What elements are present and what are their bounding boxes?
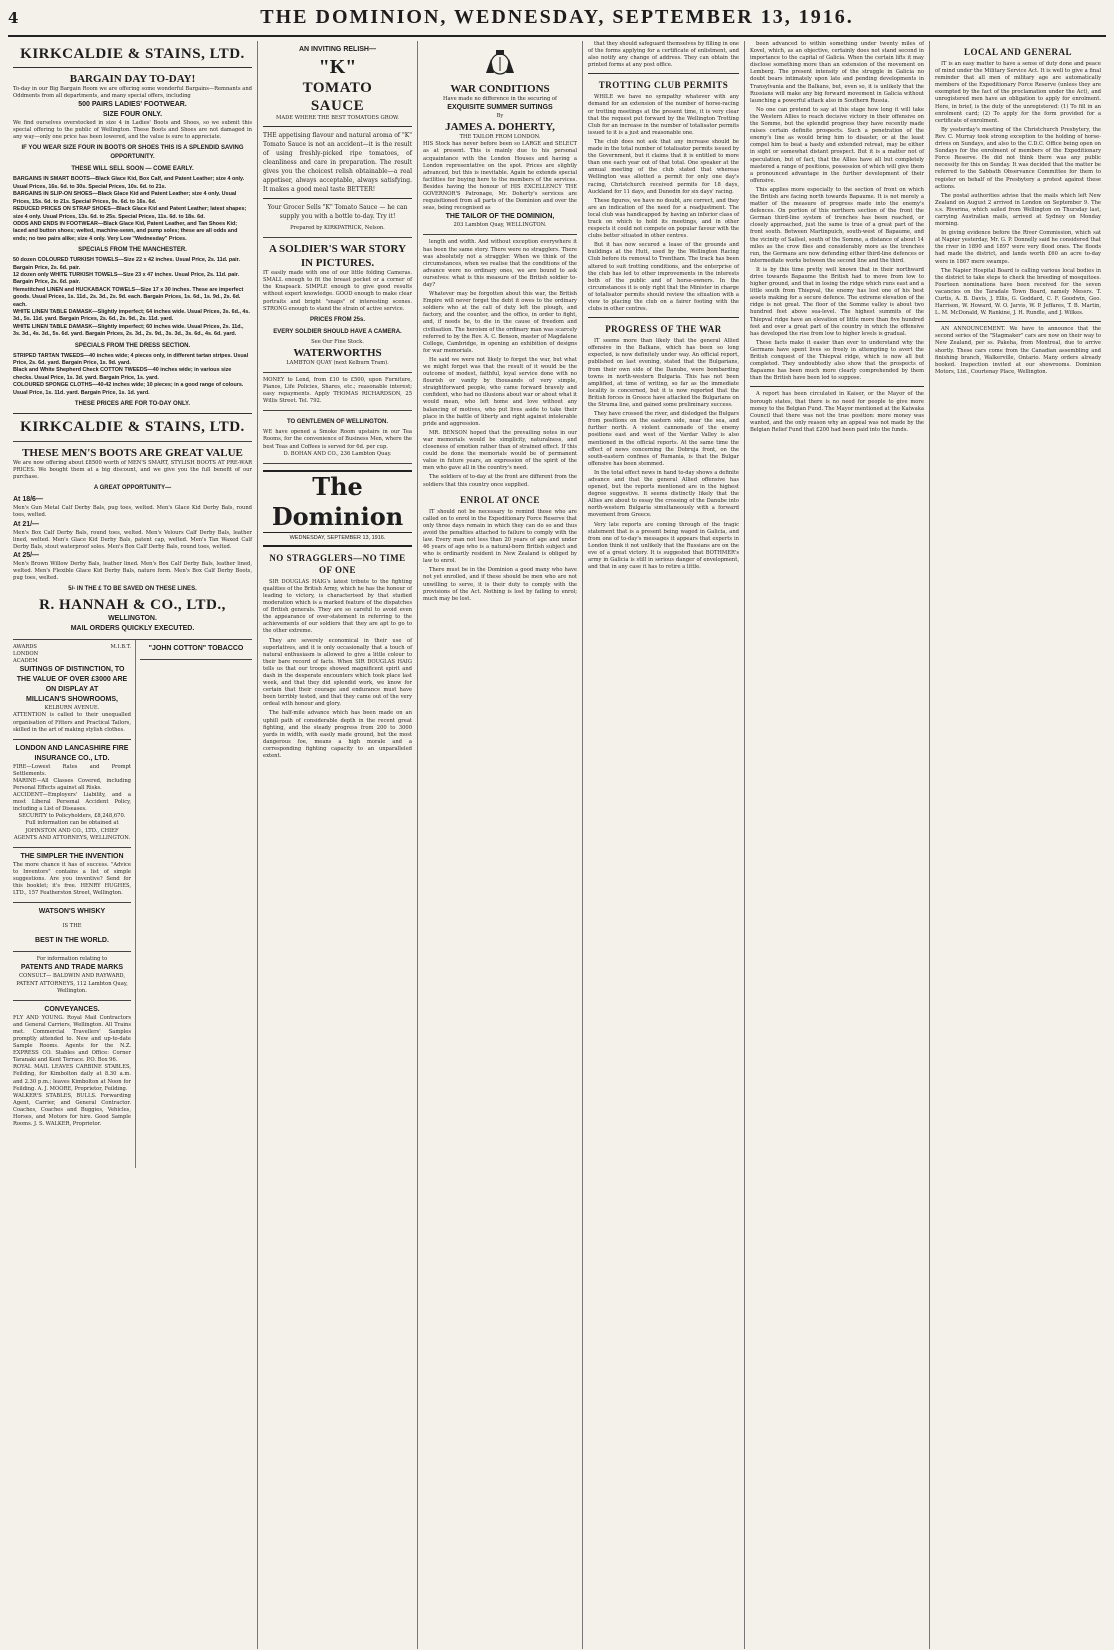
article-paragraph: been advanced to within something under twenty miles of Kovel, which, as an objective, certainly does not stand second in importance to the capital of Galicia. When the certain lifts it may disclose something more than an extension of the movement on Lemberg. The present intensity of the struggle in Galicia no doubt bears intimately upon late and pending developments in Transylvania and the Balkans, but, even so, it is unlikely that the Russians will make any big forward movement in Galicia without launching a powerful attack also in Southern Russia. [750, 41, 924, 104]
column-5 [745, 41, 930, 1649]
prices-today: THESE PRICES ARE FOR TO-DAY ONLY. [74, 401, 191, 408]
hannah-ad [13, 442, 252, 640]
made-where: MADE WHERE THE BEST TOMATOES GROW. [276, 115, 399, 121]
sauce-word: SAUCE [310, 98, 365, 114]
doherty-name: JAMES A. DOHERTY, [445, 121, 555, 134]
marine: MARINE—All Classes Covered, including Personal Effects against all Risks. [13, 777, 131, 791]
bargain-title: BARGAIN DAY TO-DAY! [69, 73, 196, 85]
article-paragraph: IT seems more than likely that the general Allied offensive in the Balkans, which has been so long expected, is now definitely under way. An official report, published on last evening, stated that the Bulgarians, from their own side of the Danube, were bombarding towns in north-western Bulgaria. This has not been amplified, at time of writing, so far as the immediate locality is concerned, but it is now reported that the British forces in Greece have attacked the Bulgarians on the Struma line, and gained some preliminary success. [588, 338, 739, 409]
dominion-nameplate: The Dominion [263, 470, 412, 533]
size-line: SIZE FOUR ONLY. [102, 111, 163, 119]
millican-name: MILLICAN'S SHOWROOMS, [26, 696, 118, 704]
dress-item: STRIPED TARTAN TWEEDS—40 inches wide; 4 pieces only, in different tartan stripes. Usual Price, 2s. 6d. yard. Bargain Price, 1s. 9d. yard. [13, 352, 249, 366]
shoe-room-text: WE have opened a Smoke Room upstairs in our Tea Rooms, for the convenience of Business Men, where the best Teas and Coffees is served for 6d. per cup. [263, 429, 412, 450]
boots-title: THESE MEN'S BOOTS ARE GREAT VALUE [22, 447, 243, 460]
see-stock: See Our Fine Stock. [311, 338, 364, 345]
sell-soon: THESE WILL SELL SOON — COME EARLY. [71, 166, 194, 173]
insurance-name: LONDON AND LANCASHIRE FIRE INSURANCE CO., LTD. [15, 744, 129, 762]
trotting-title: TROTTING CLUB PERMITS [598, 80, 729, 91]
manchester-item: WHITE LINEN TABLE DAMASK—Slightly imperfect; 64 inches wide. Usual Prices, 3s. 6d., 4s. 3d., 5s. 11d. yard. Bargain Prices, 2s. 6d., 2s. 9d., 2s. 11d. yard. [13, 308, 250, 323]
local-general-article [935, 61, 1101, 376]
article-paragraph: It is by this time pretty well known that in their northward drive towards Bapaume the British had to move from low to higher ground, and that in losing the ridge which runs east and a little south from Thiepval, the enemy has lost one of his best assets making for a secure defence. The extreme elevation of the ridge is not great. The floor of the Somme valley is about two hundred feet above sea-level. The highest summits of the Thiepval ridge have an elevation of little more than five hundred feet and over a great part of the country in which the offensive has developed the rise from low to higher levels is gradual. [750, 266, 924, 337]
price-21-items: Men's Box Calf Derby Bals, round toes, welted. Men's Velours Calf Derby Bals, leather lined, welted. Men's Glace Kid Derby Bals, patent cap, welted. Men's Tan Waxed Calf Derby Bals, stout waterproof soles. Men's Box Calf Derby Bals, round toes, welted. [13, 529, 252, 550]
k-brand: "K" [318, 56, 357, 78]
column-1-left-ads [13, 640, 136, 1168]
awards-label: AWARDS LONDON ACADEM [13, 644, 39, 665]
article-paragraph: MR. BENSON hoped that the prevailing notes in our war memorials would be simplicity, naturalness, and closeness of emotion rather than of strained effect. If this could be done the memorials would be of permanent value in future years, an expression of the spirit of the men who gave all in the country's need. [423, 429, 577, 472]
camera-ad [263, 238, 412, 373]
price-18-items: Men's Gun Metal Calf Derby Bals, pug toes, welted. Men's Glace Kid Derby Bals, round toes, welted. [13, 505, 252, 519]
millican-text: ATTENTION is called to their unequalled organisation of Fitters and Practical Tailors, skilled in the art of making stylish clothes. [13, 712, 131, 733]
article-paragraph: The half-mile advance which has been made on an uphill path of considerable depth in the recent great fighting, and the steady progress from 200 to 3000 yards in width, with easily made ground, but the most dangerous foe, means a high morale and a corresponding fighting capacity to an unparalleled extent. [263, 710, 412, 760]
article-paragraph: In the total effect news in hand to-day shows a definite advance and that the general Allied offensive has opened, but the reports mentioned are in the highest degree suggestive. It seems distinctly likely that the Allies are about to essay the crossing of the Danube into north-western Bulgaria simultaneously with a forward movement from Greece. [588, 469, 739, 519]
article-paragraph: In giving evidence before the River Commission, which sat at Napier yesterday, Mr. G. P. Donnelly said he considered that the river in 1890 and 1897 were very flood ones. The floods had made the district, and lands worth £60 an acre to-day were in 1867 mere swamps. [935, 230, 1101, 265]
article-paragraph: This applies more especially to the section of front on which the British are facing north towards Bapaume. It is not merely a matter of the measure of progress made into the enemy's defences. On portion of this northern section of the front the German third-line system of trenches has been reached, or closely approached, just the same is true of a great part of the front south. Between Martinpuich, south-west of Bapaume, and the vicinity of Sailsel, south of the Somme, a distance of about 14 miles as the crow flies and considerably more as the trenches run, the Germans are now defending either third-line defences or intermediate works between the second line and the third. [750, 186, 924, 264]
article-paragraph: length and width. And without exception everywhere it has been the same story. There were no stragglers. There was absolutely not a straggler. When we think of the circumstances, when we realise that the conditions of the advance were no ordinary ones, we are bound to ask ourselves: what is this measure of the British soldier to-day? [423, 239, 577, 288]
war-sub: Have made no difference in the securing of [443, 96, 557, 103]
boots-intro: We are now offering about £8500 worth of MEN'S SMART, STYLISH BOOTS AT PRE-WAR PRICES. We bought them at a big discount, and we give you the full benefit of our purchase. [13, 460, 252, 481]
article-paragraph: IT is an easy matter to have a sense of duty done and peace of mind under the Military Service Act. It is well to give a final reminder that all men of military age are automatically members of the Expeditionary Force Reserve (unless they are exempted by the fact of the proclamation under the Act), and unregistered men have an obligation to apply for enrolment. Here, in brief, is the duty of the unregistered: (1) To fill in an enrolment card; (2) To apply for the form provided for a certificate of enrolment. [935, 61, 1101, 124]
fire: FIRE—Lowest Rates and Prompt Settlements. [13, 763, 131, 777]
article-paragraph: IT should not be necessary to remind those who are called on to enrol in the Expeditionary Force Reserve that only three days remain in which they can do so and thus avoid the penalties attached to failure to comply with the law. Every man not less than 20 years of age and under 46 years of age who is a natural-born British subject and who is ordinarily resident in New Zealand is obliged by law to enrol. [423, 508, 577, 565]
every-soldier: EVERY SOLDIER SHOULD HAVE A CAMERA. [273, 328, 402, 335]
bargain-item: BARGAINS IN SLIP-ON SHOES—Black Glace Kid and Patent Leather; size 4 only. Usual Prices, 15s. 6d. to 21s. Special Prices, 9s. 6d. to 16s. 6d. [13, 191, 237, 205]
dress-item: Black and White Shepherd Check COTTON TWEEDS—40 inches wide; in various size checks. Usual Price, 1s. 3d. yard. Bargain Price, 1s. yard. [13, 367, 232, 381]
watsons-title: WATSON'S WHISKY [38, 908, 106, 916]
patents-text: CONSULT— BALDWIN AND RAYWARD, PATENT ATTORNEYS, 112 Lambton Quay, Wellington. [16, 973, 128, 994]
dress-item: COLOURED SPONGE CLOTHS—40-42 inches wide; 10 pieces; in a good range of colours. Usual Price, 1s. 11d. yard. Bargain Price, 1s. 1d. yard. [13, 382, 244, 396]
prices-from: PRICES FROM 25s. [309, 316, 365, 323]
exquisite-suitings: EXQUISITE SUMMER SUITINGS [447, 104, 553, 112]
royal-mail: ROYAL MAIL LEAVES CARBINE STABLES, Feilding, for Kimbolton daily at 8.30 a.m. and 2.30 p.m.; leaves Kimbolton at Noon for Feilding. A. J. MOORE, Proprietor, Feilding. [13, 1064, 131, 1092]
patents-intro: For information relating to [36, 956, 108, 963]
price-25-items: Men's Brown Willow Derby Bals, leather lined. Men's Box Calf Derby Bals, leather lined, welted. Men's Flexible Glace Kid Derby Bals, nature form. Men's Box Calf Derby Boots, pug toes, welted. [13, 560, 252, 581]
fly-young: FLY AND YOUNG. Royal Mail Contractors and General Carriers, Wellington. All Trains met. Commercial Travellers' Samples promptly attended to. New and up-to-date Sample Rooms. Agents for the N.Z. EXPRESS CO. Stables and Office: Corner Taranaki and Kent Terrace. P.O. Box 96. [13, 1014, 131, 1064]
bargain-intro: To-day in our Big Bargain Room we are offering some wonderful Bargains—Remnants and Oddments from all departments, and many special offers, including [13, 86, 252, 100]
bohan: D. BOHAN AND CO., 236 Lambton Quay. [283, 450, 392, 457]
kirkpatrick: Prepared by KIRKPATRICK, Nelson. [290, 225, 385, 232]
column-4 [583, 41, 745, 1649]
patents-title: PATENTS AND TRADE MARKS [20, 964, 124, 972]
kirkcaldie-ad [13, 41, 252, 442]
manchester-item: 12 dozen only WHITE TURKISH TOWELS—Size 23 x 47 inches. Usual Price, 2s. 11d. pair. Bargain Price, 2s. 6d. pair. [13, 271, 240, 286]
tobacco-title: "JOHN COTTON" TOBACCO [148, 645, 244, 653]
gentlemen-title: TO GENTLEMEN OF WELLINGTON. [286, 419, 389, 426]
opportunity: A GREAT OPPORTUNITY— [93, 485, 172, 492]
newspaper-title: THE DOMINION, WEDNESDAY, SEPTEMBER 13, 1916. [260, 6, 854, 28]
local-general-title: LOCAL AND GENERAL [963, 47, 1073, 57]
johnston: Full information can be obtained at JOHNSTON AND CO., LTD., CHIEF AGENTS AND ATTORNEYS, WELLINGTON. [13, 820, 131, 841]
soldier-text: IT easily made with one of our little folding Cameras. SMALL enough to fit the breast pocket or a corner of the Knapsack. SIMPLE enough to give good results without expert knowledge. GOOD enough to make clear portraits and bright "snaps" of interesting scenes. STRONG enough to stand the strain of active service. [263, 270, 412, 312]
inviting-relish: AN INVITING RELISH— [298, 46, 376, 53]
article-paragraph: By yesterday's meeting of the Christchurch Presbytery, the Rev. C. Murray took strong exception to the holding of horse-drives on Sundays, and also to the C.D.C. Office being open on Sundays for the enrolment of members of the Expeditionary Force Reserve. He did not think there was any public necessity for this on Sunday. It was decided that the matter be referred to the Sabbath Observance Committee for them to register on behalf of the Presbytery a protest against these actions. [935, 126, 1101, 190]
price-21: At 21/— [13, 520, 40, 528]
article-paragraph: No one can pretend to say at this stage how long it will take the Western Allies to reach decisive victory in their offensive on the Somme, but the splendid progress they have recently made raises certain definite prospects. Such a penetration of the enemy's line as would bring him to disaster, or at the least compel him to beat a hasty and extended retreat, may be either in sight or somewhat distant prospect. But it is a matter not of speculation, but of fact, that the Allies have all but completely mastered a range of positions, possession of which will give them a pronounced advantage in the further development of their offensive. [750, 106, 924, 184]
article-paragraph: These facts make it easier than ever to understand why the Germans have spent lives so freely in attempting to avert the British conquest of the Thiepval ridge, which is now all but completed. They undoubtedly also show that the prospects of Bapaume has been much more clearly comprehended by them than the British have been led to suppose. [750, 339, 924, 382]
lambton-quay: LAMBTON QUAY (next Kelburn Tram). [286, 359, 389, 366]
article-paragraph: The postal authorities advise that the mails which left New Zealand on August 2 arrived in London on September 9. The s.s. Riverina, which sailed from Wellington on Thursday last, carrying Australian mails, arrived at Sydney on Monday morning. [935, 192, 1101, 228]
simpler-title: THE SIMPLER THE INVENTION [20, 852, 124, 860]
conveyances-ad [13, 1001, 131, 1134]
masthead [8, 6, 1106, 37]
tobacco-ad [140, 640, 252, 660]
progress-title: PROGRESS OF THE WAR [605, 324, 722, 335]
article-paragraph: The club does not ask that any increase should be made in the total number of totalisator permits issued by the Government, but it claims that it is entitled to more than one each year out of that total. One speaker at the annual meeting of the club stated that whereas Wellington was allotted a permit for only one day's racing, Christchurch received permits for 18 days, Auckland for 11 days, and Dunedin for six days' racing. [588, 138, 739, 195]
tailor-of-dominion: THE TAILOR OF THE DOMINION, [445, 213, 555, 221]
doherty-ad [423, 41, 577, 235]
leader-dateline: WEDNESDAY, SEPTEMBER 13, 1916. [263, 535, 412, 547]
stragglers-title: NO STRAGGLERS—NO TIME OF ONE [269, 552, 406, 575]
article-paragraph: Whatever may be forgotten about this war, the British Empire will never forget the debt it owes to the ordinary soldiers who at the call of duty left the plough, and factory, and the counter, and the office, in order to fight, and, if needs be, to die in the cause of freedom and civilisation. The heroism of the ordinary man was scarcely referred to by the Rev. A. C. Benson, master of Magdalene College, Cambridge, in opening an exhibition of designs for war memorials. [423, 291, 577, 354]
if-wear: IF YOU WEAR SIZE FOUR IN BOOTS OR SHOES THIS IS A SPLENDID SAVING OPPORTUNITY. [21, 145, 244, 161]
dress-title: SPECIALS FROM THE DRESS SECTION. [74, 342, 191, 349]
manchester-item: Hemstitched LINEN and HUCKABACK TOWELS—Size 17 x 30 inches. These are imperfect goods. Usual Prices, 1s. 11d., 2s. 3d., 2s. 9d. each. Bargain Prices, 1s. 6d., 1s. 9d., 2s. 6d. each. [13, 286, 244, 308]
watsons-ad [13, 903, 131, 952]
article-paragraph: The soldiers of to-day at the front are different from the soldiers that this country once supplied. [423, 474, 577, 488]
patents-ad [13, 952, 131, 1000]
soldier-story: A SOLDIER'S WAR STORY IN PICTURES. [268, 243, 407, 270]
tomato-sauce-ad [263, 41, 412, 238]
by-line: By [496, 113, 504, 120]
hannah-name: R. HANNAH & CO., LTD., [39, 597, 226, 614]
stragglers-article [263, 579, 412, 760]
best-in-world: BEST IN THE WORLD. [35, 937, 109, 945]
conveyances-title: CONVEYANCES. [44, 1005, 100, 1013]
footwear-line: 500 PAIRS LADIES' FOOTWEAR. [78, 101, 187, 109]
simpler-text: The more chance it has of success. "Advice to Inventors" contains a list of simple suggestions. Are you inventive? Send for this booklet; it's free. HENRY HUGHES, LTD., 157 Featherston Street, Wellington. [13, 861, 131, 897]
bargain-item: ODDS AND ENDS IN FOOTWEAR—Black Glace Kid, Patent Leather, and Tan Shoes Kid; laced and button shoes; welted, machine-sewn, and pump soles; these are all odds and ends; no two pairs alike; size 4 only. Very Low "Wednesday" Prices. [13, 220, 238, 242]
article-paragraph: There must be in the Dominion a good many who have not yet enrolled, and if these should be men who are not unwilling to serve, it is their duty to comply with the provisions of the Act. Nothing is lost by failing to enrol; much may be lost. [423, 567, 577, 602]
article-paragraph: These figures, we have no doubt, are correct, and they are an indication of the need for a readjustment. The local club was handicapped by having an inferior class of track on which to hold its meetings, and in other respects it could not compete on popular favour with the clubs better situated in other centres. [588, 197, 739, 240]
announcement: AN ANNOUNCEMENT. We have to announce that the second series of the "Stagmaker" cars are now on their way to New Zealand, per ss. Pakeha, from Montreal, due to arrive shortly. These cars come from the Canadian assembling and finishing branch, Walkerville, Ontario. Many orders already booked. Inspection invited at our showrooms. Dominion Motors, Ltd., Courtenay Place, Wellington. [935, 326, 1101, 375]
is-the: IS THE [62, 923, 82, 930]
doherty-text: HIS Stock has never before been so LARGE and SELECT as at present. This is mainly due to his personal acquaintance with the London Houses and having a London representative on the spot. Prices are slightly advanced, but this is inevitable. Again he extends special facilities for buying here to the members of the services. Besides having the honour of HIS EXCELLENCY THE GOVERNOR'S Patronage, Mr. Doherty's services are requisitioned from all parts of the Dominion and over the seas, being recognised as [423, 141, 577, 212]
article-paragraph: SIR DOUGLAS HAIG's latest tribute to the fighting qualities of the British Army, which he has the honour of leading to victory, is characterised by that studied moderation which is a marked feature of the dispatches of British generals. They are so careful to avoid even the appearance of over-statement in referring to the achievements of our soldiers that they are apt to go to the other extreme. [263, 578, 412, 635]
save-line: 5/- IN THE £ TO BE SAVED ON THESE LINES. [68, 586, 197, 593]
enrol-article-continued [588, 41, 739, 69]
kirkcaldie-footer: KIRKCALDIE & STAINS, LTD. [20, 419, 245, 436]
bargain-item: BARGAINS IN SMART BOOTS—Black Glace Kid, Box Calf, and Patent Leather; size 4 only. Usual Prices, 16s. 6d. to 30s. Special Prices, 10s. 6d. to 21s. [13, 176, 245, 190]
waterworths: WATERWORTHS [293, 346, 382, 359]
article-paragraph: Very late reports are coming through of the tragic statement that is a present being waged in Galicia, and from one of to-day's messages it appears that experts in London think it not unlikely that the Russians are on the eve of a great victory. It is suggested that BOTHMER's army in Galicia is still in serious danger of envelopment, and that in any case it has to retire a little. [588, 521, 739, 571]
manchester-title: SPECIALS FROM THE MANCHESTER. [78, 247, 187, 254]
tomato-word: TOMATO [302, 80, 373, 96]
mail-orders: MAIL ORDERS QUICKLY EXECUTED. [70, 625, 195, 633]
accident: ACCIDENT—Employers' Liability, and a most Liberal Personal Accident Policy, including a List of Diseases. [13, 792, 131, 813]
hannah-sub: WELLINGTON. [108, 615, 157, 623]
royal-crest-icon [482, 47, 518, 77]
article-paragraph: They have crossed the river, and dislodged the Bulgars from positions on the eastern side, near the sea, and further north. A violent cannonade of the enemy positions east and west of the Vardar Valley is also mentioned in the official reports. At the same time the effect of news concerning the Dobruja front, on the south-eastern confines of Rumania, is that the Bulgar offensive has been stemmed. [588, 411, 739, 467]
price-18: At 18/6— [13, 496, 43, 504]
column-1 [8, 41, 258, 1649]
hughes-ad [13, 848, 131, 903]
article-paragraph: They are severely economical in their use of superlatives, and it is only occasionally that a touch of natural enthusiasm is allowed to give a little colour to their bare record of facts. When SIR DOUGLAS HAIG tells us that our troops showed magnificent spirit and dash in the desperate encounters which took place last week, and that they did splendid work, we know for certain that their courage and endurance must have been terribly tested, and that they came out of the very ordeal with honour and glory. [263, 637, 412, 708]
progress-article [588, 338, 739, 571]
column-3 [418, 41, 583, 1649]
article-paragraph: The Napier Hospital Board is calling various local bodies in the district to take steps to check the breeding of mosquitoes. Fourteen nominations have been received for the seven vacancies on the Taradale Town Board, namely Messrs. T. Curtis, A. B. Davis, J. Ellis, G. Goddard, C. F. Goodwin, Geo. Harrison, W. Howard, W. O. Jarvis, W. P. Jeffares, T. B. Martin, L. M. McDonald, W. Rankine, J. H. Rundle, and J. Wilkes. [935, 267, 1101, 317]
security: SECURITY to Policyholders, £8,248,670. [18, 813, 126, 820]
money-text: MONEY to Lend, from £10 to £500, upon Furniture, Pianos, Life Policies, Shares, etc.; reasonable interest; easy repayments. Apply THOMAS RICHARDSON, 25 Willis Street. Tel. 792. [263, 376, 412, 405]
millican-ad [13, 640, 131, 740]
enrol-title: ENROL AT ONCE [460, 494, 540, 505]
millican-sub: KELBURN AVENUE. [44, 705, 100, 712]
grocer-line: Your Grocer Sells "K" Tomato Sauce — he can supply you with a bottle to-day. Try it! [267, 204, 408, 221]
walkers: WALKER'S STABLES, BULLS. Forwarding Agent, Carrier, and General Contractor. Coaches, Coaches and Buggies, Vehicles, Horses, and Motors for hire. Good Sample Rooms. J. S. WALKER, Proprietor. [13, 1092, 131, 1128]
column-6 [930, 41, 1106, 1649]
manchester-item: 50 dozen COLOURED TURKISH TOWELS—Size 22 x 42 inches. Usual Price, 2s. 11d. pair. Bargain Price, 2s. 6d. pair. [13, 257, 240, 271]
stragglers-article-continued [423, 239, 577, 488]
enrol-article [423, 509, 577, 603]
article-paragraph: WHILE we have no sympathy whatever with any demand for an extension of the number of horse-racing or trotting meetings at the present time, it is very clear that the request put forward by the Wellington Trotting Club for an increase in the number of totalisator permits issued to it is a just and reasonable one. [588, 94, 739, 136]
tailor-address: 203 Lambton Quay, WELLINGTON. [453, 222, 547, 229]
trotting-article [588, 94, 739, 313]
footwear-text: We find ourselves overstocked in size 4 in Ladies' Boots and Shoes, so we submit this special offering to the public of Wellington. These Boots and Shoes are not damaged in any way—only one price has been lowered, and the value is sure to appreciate. [13, 120, 252, 141]
manchester-item: WHITE LINEN TABLE DAMASK—Slightly imperfect; 60 inches wide. Usual Prices, 2s. 11d., 3s. 3d., 4s. 3d., 5s. 6d. yard. Bargain Prices, 2s. 3d., 2s. 9d., 3s. 3d., 3s. 6d., 4s. 6d. yard. [13, 323, 244, 338]
insurance-ad [13, 740, 131, 848]
article-paragraph: A report has been circulated in Kaiser, or the Mayor of the borough states, that there is no need for people to give more money to the Belgian Fund. The Mayor mentioned at the Kaiwaka Council that there was not the true position: more money was wanted, and the only reason why an appeal was not made by the Belgian Relief Fund that £200 had been paid into the funds. [750, 391, 924, 433]
kirkcaldie-title: KIRKCALDIE & STAINS, LTD. [20, 46, 245, 62]
page-number: 4 [8, 9, 19, 27]
tailor-from-london: THE TAILOR FROM LONDON. [459, 134, 541, 141]
suitings: SUITINGS OF DISTINCTION, TO THE VALUE OF OVER £3000 ARE ON DISPLAY AT [16, 666, 128, 694]
column-1-right-ads [136, 640, 252, 1168]
column-2 [258, 41, 418, 1649]
article-paragraph: But it has now secured a lease of the grounds and buildings at the Hutt, used by the Wellington Racing Club before its removal to Trentham. The track has been altered to suit trotting conditions, and the enterprise of the club has led to other improvements in the interests both of the public and of horse-owners. In the circumstances it is only right that the Minister in charge of totalisator permits should review the situation with a view to placing the club on a fairer footing with the clubs in other centres. [588, 242, 739, 313]
war-conditions: WAR CONDITIONS [450, 83, 550, 96]
bargain-item: REDUCED PRICES ON STRAP SHOES—Black Glace Kid and Patent Leather; latest shapes; size 4 only. Usual Prices, 13s. 6d. to 25s. Special Prices, 11s. 6d. to 18s. 6d. [13, 206, 247, 220]
price-25: At 25/— [13, 551, 40, 559]
mbt-label: M.I.B.T. [110, 644, 131, 651]
money-ad [263, 373, 412, 411]
article-paragraph: He said we were not likely to forget the war, but what we might forget was that the result of it would be the outcome of modest, faithful, loyal service done with no flourish or vanity by thousands of very simple, straightforward people, who came forward bravely and confident, who had no illusions about war or about what it would mean, who left home and love without any balancing of motives, who put lives aside to take their place in the battle of liberty and right against intolerable pride and aggression. [423, 356, 577, 427]
bohan-ad [263, 411, 412, 463]
war-progress-continued [750, 41, 924, 434]
tobacco-note [140, 660, 252, 664]
article-paragraph: that they should safeguard themselves by filling in one of the forms applying for a certificate of enlistment, and also notify any change of address. They can obtain the printed forms at any post office. [588, 41, 739, 69]
sauce-text: THE appetising flavour and natural aroma of "K" Tomato Sauce is not an accident—it is the result of using freshly-picked ripe tomatoes, of cleanliness and care in preparation. The result gives you the choicest relish obtainable—a real appetiser, always acceptable, always satisfying. It makes a good meal taste BETTER! [263, 132, 412, 194]
